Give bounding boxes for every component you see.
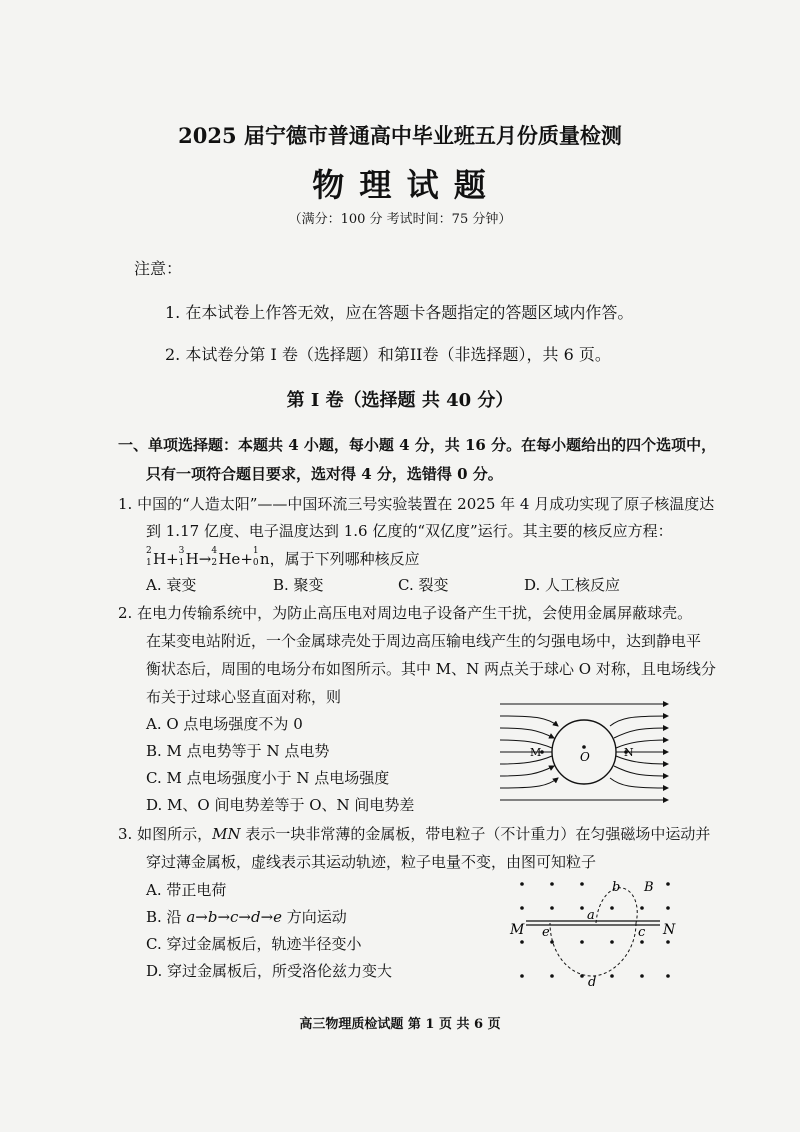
label-n: N — [663, 922, 676, 938]
q1-option-c: C. 裂变 — [398, 576, 449, 594]
plus-sign: + — [166, 550, 179, 568]
field-dot — [520, 974, 524, 978]
label-a: a — [587, 908, 595, 923]
q1-line-2: 到 1.17 亿度、电子温度达到 1.6 亿度的“双亿度”运行。其主要的核反应方程： — [146, 522, 673, 540]
field-dot — [640, 974, 644, 978]
q1-option-d: D. 人工核反应 — [524, 576, 621, 594]
q1-equation-tail: ，属于下列哪种核反应 — [269, 550, 420, 568]
label-d: d — [588, 975, 597, 988]
field-dot — [520, 906, 524, 910]
field-dot — [610, 940, 614, 944]
field-dot — [550, 974, 554, 978]
q2-line-4: 布关于过球心竖直面对称，则 — [146, 688, 342, 706]
center-point — [582, 745, 586, 749]
section-title: 第 I 卷（选择题 共 40 分） — [286, 390, 514, 411]
notice-label: 注意： — [134, 259, 183, 278]
label-e: e — [542, 925, 550, 940]
trajectory-lower — [550, 923, 636, 976]
q1-option-a: A. 衰变 — [146, 576, 197, 594]
section-instruction-1: 一、单项选择题：本题共 4 小题，每小题 4 分，共 16 分。在每小题给出的四个选项中， — [118, 436, 717, 454]
nuclide-he4 — [211, 546, 241, 568]
n-mass: 1 — [252, 546, 259, 556]
field-dot — [610, 974, 614, 978]
exam-title: 2025 届宁德市普通高中毕业班五月份质量检测 — [178, 123, 622, 148]
q3-magnetic-figure — [500, 872, 680, 988]
q2-option-d: D. M、O 间电势差等于 O、N 间电势差 — [146, 796, 415, 814]
q3-option-c: C. 穿过金属板后，轨迹半径变小 — [146, 935, 362, 953]
field-dot — [640, 940, 644, 944]
label-o: O — [580, 750, 590, 764]
h2-number: 1 — [146, 558, 152, 568]
he-symbol: He — [218, 550, 241, 568]
label-m: M — [510, 922, 525, 938]
section-instruction-2: 只有一项符合题目要求，选对得 4 分，选错得 0 分。 — [146, 465, 503, 483]
field-dot — [520, 882, 524, 886]
reaction-arrow: → — [198, 550, 212, 568]
h3-symbol: H — [185, 550, 199, 568]
q2-line-1: 2. 在电力传输系统中，为防止高压电对周边电子设备产生干扰，会使用金属屏蔽球壳。 — [118, 604, 693, 622]
exam-meta: （满分：100 分 考试时间：75 分钟） — [288, 212, 512, 227]
q1-option-b: B. 聚变 — [273, 576, 324, 594]
q3-option-d: D. 穿过金属板后，所受洛伦兹力变大 — [146, 962, 393, 980]
q3-mn-label: MN — [212, 825, 241, 843]
q1-nuclear-equation — [146, 548, 420, 569]
label-b: b — [612, 880, 621, 895]
subject-title: 物 理 试 题 — [312, 166, 488, 204]
q2-option-b: B. M 点电势等于 N 点电势 — [146, 742, 330, 760]
q3-option-a: A. 带正电荷 — [146, 881, 227, 899]
label-n: N — [624, 746, 634, 759]
he-mass: 4 — [211, 546, 218, 556]
q2-line-2: 在某变电站附近，一个金属球壳处于周边高压输电线产生的匀强电场中，达到静电平 — [146, 632, 702, 650]
page-footer: 高三物理质检试题 第 1 页 共 6 页 — [299, 1017, 501, 1032]
q2-option-a: A. O 点电场强度不为 0 — [146, 715, 303, 733]
q3-option-b-suffix: 方向运动 — [282, 908, 347, 926]
field-dot — [550, 906, 554, 910]
q3-line-1 — [118, 823, 710, 844]
q2-option-c: C. M 点电场强度小于 N 点电场强度 — [146, 769, 390, 787]
field-dot — [550, 882, 554, 886]
q3-option-b-prefix: B. 沿 — [146, 908, 187, 926]
label-m: M — [530, 746, 542, 759]
h2-symbol: H — [153, 550, 167, 568]
label-c: c — [638, 925, 646, 940]
q3-number: 3. 如图所示， — [118, 825, 213, 843]
field-dot — [666, 974, 670, 978]
h3-mass: 3 — [178, 546, 185, 556]
field-dot — [520, 940, 524, 944]
nuclide-h3 — [178, 546, 199, 568]
field-dot — [666, 940, 670, 944]
plus-sign: + — [240, 550, 253, 568]
nuclide-neutron — [252, 546, 270, 568]
q2-field-figure — [498, 696, 670, 808]
field-dot — [610, 906, 614, 910]
n-symbol: n — [259, 550, 270, 568]
q2-line-3: 衡状态后，周围的电场分布如图所示。其中 M、N 两点关于球心 O 对称，且电场线分 — [146, 660, 716, 678]
q3-option-b — [146, 906, 347, 927]
field-dot — [640, 906, 644, 910]
field-dot — [666, 906, 670, 910]
n-number: 0 — [252, 558, 259, 568]
notice-item-2: 2. 本试卷分第 I 卷（选择题）和第II卷（非选择题），共 6 页。 — [165, 345, 611, 364]
q3-line-2: 穿过薄金属板，虚线表示其运动轨迹，粒子电量不变，由图可知粒子 — [146, 853, 597, 871]
q1-line-1: 1. 中国的“人造太阳”——中国环流三号实验装置在 2025 年 4 月成功实现了原子核温度达 — [118, 495, 715, 513]
field-dot — [580, 906, 584, 910]
q3-line-1-rest: 表示一块非常薄的金属板，带电粒子（不计重力）在匀强磁场中运动并 — [240, 825, 711, 843]
field-dot — [666, 882, 670, 886]
he-number: 2 — [211, 558, 218, 568]
field-dot — [580, 882, 584, 886]
h3-number: 1 — [178, 558, 185, 568]
label-b-field: B — [644, 880, 654, 895]
nuclide-h2 — [146, 546, 167, 568]
q3-option-b-path: a→b→c→d→e — [186, 908, 283, 926]
notice-item-1: 1. 在本试卷上作答无效，应在答题卡各题指定的答题区域内作答。 — [165, 303, 634, 322]
field-dot — [580, 940, 584, 944]
h2-mass: 2 — [146, 546, 152, 556]
